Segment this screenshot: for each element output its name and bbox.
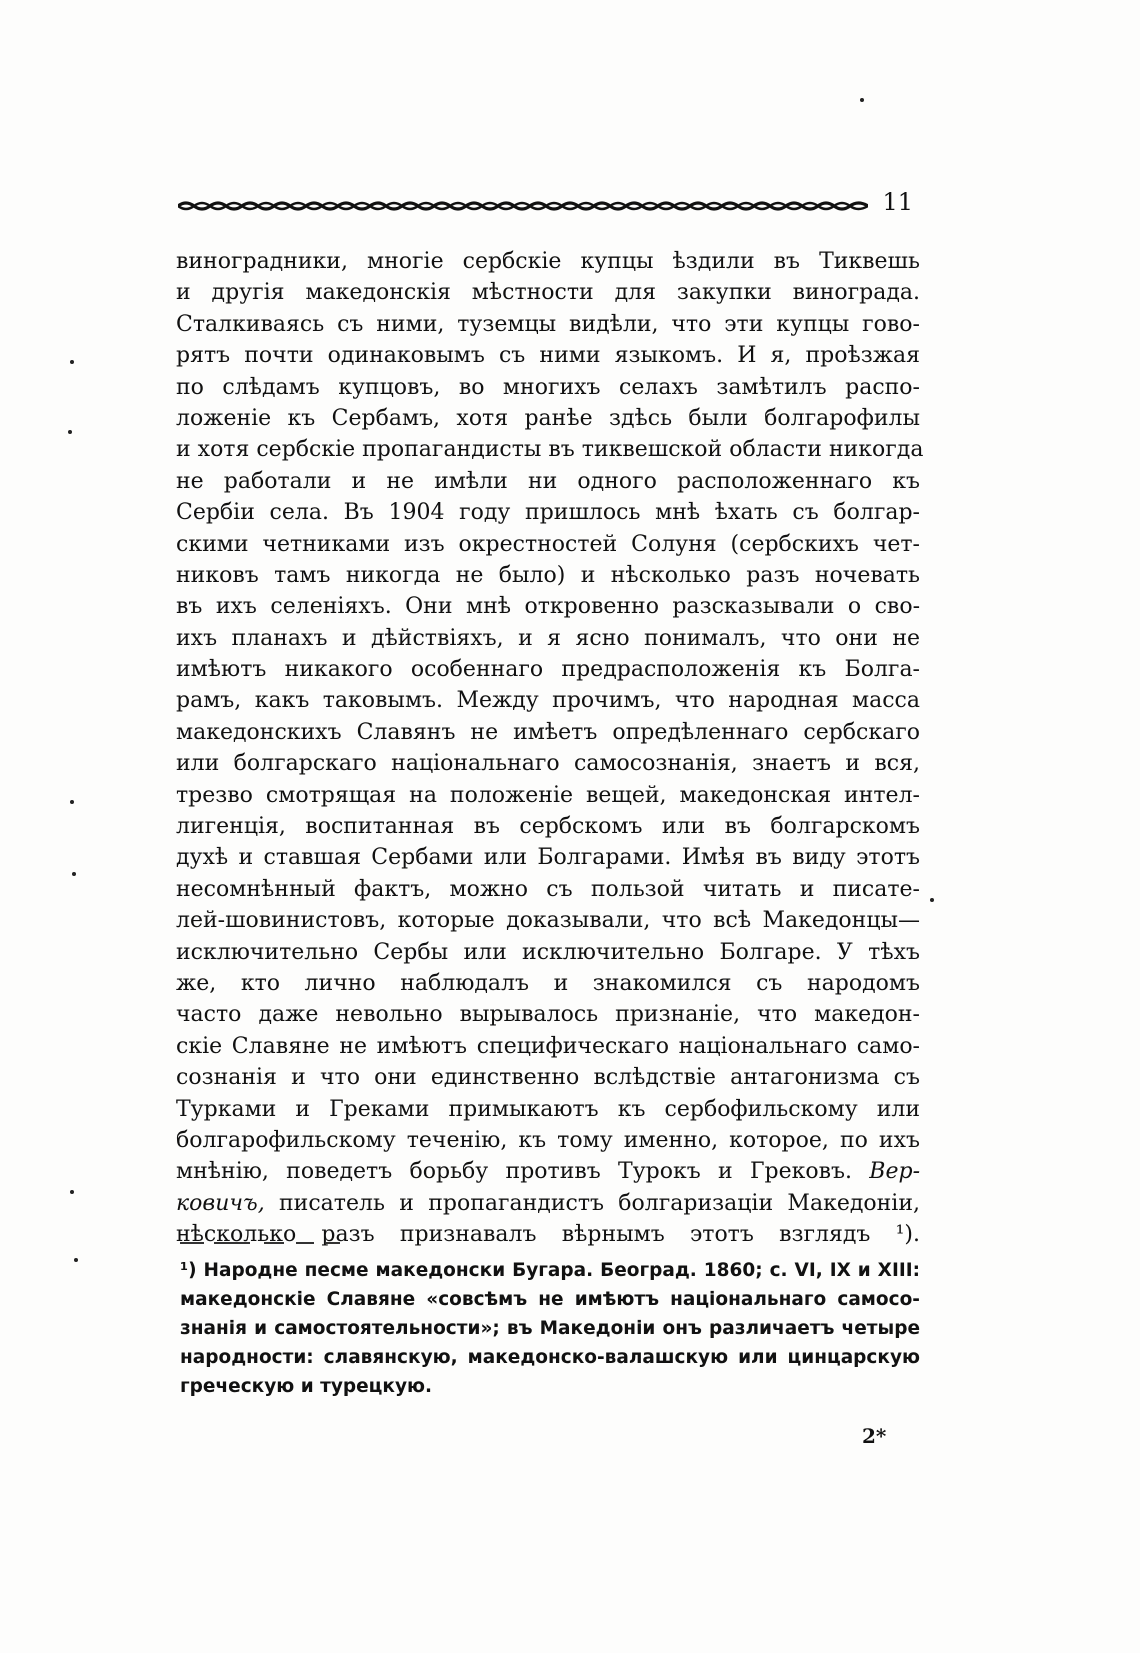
text-line: трезво смотрящая на положеніе вещей, македонская интел- bbox=[176, 782, 920, 808]
body-text bbox=[176, 246, 924, 1251]
footnote-line: греческую и турецкую. bbox=[180, 1376, 433, 1397]
text-line: скими четниками изъ окрестностей Солуня (сербскихъ чет- bbox=[176, 531, 920, 557]
printer-signature: 2* bbox=[862, 1424, 887, 1448]
text-line: несомнѣнный фактъ, можно съ пользой читать и писате- bbox=[176, 876, 920, 902]
text-line: же, кто лично наблюдалъ и знакомился съ народомъ bbox=[176, 970, 920, 996]
text-line: ихъ планахъ и дѣйствіяхъ, и я ясно понималъ, что они не bbox=[176, 625, 920, 651]
scan-speck bbox=[930, 898, 934, 902]
footnote-line: македонскіе Славяне «совсѣмъ не имѣютъ національнаго самосо- bbox=[180, 1289, 920, 1310]
italic-name-start: Вер- bbox=[869, 1159, 920, 1185]
text-line: въ ихъ селеніяхъ. Они мнѣ откровенно разсказывали о сво- bbox=[176, 594, 920, 620]
text-line: духѣ и ставшая Сербами или Болгарами. Имѣя въ виду этотъ bbox=[176, 845, 920, 871]
text-line: никовъ тамъ никогда не было) и нѣсколько разъ ночевать bbox=[176, 562, 920, 588]
scan-speck bbox=[68, 430, 72, 434]
text-line: нѣсколько разъ признавалъ вѣрнымъ этотъ взглядъ ¹). bbox=[176, 1222, 920, 1248]
scan-speck bbox=[860, 98, 864, 102]
footnote-line: знанія и самостоятельности»; въ Македоніи онъ различаетъ четыре bbox=[180, 1318, 920, 1339]
text-line: лей-шовинистовъ, которые доказывали, что всѣ Македонцы— bbox=[176, 908, 920, 934]
italic-name-end: ковичъ, bbox=[176, 1190, 265, 1216]
text-line: по слѣдамъ купцовъ, во многихъ селахъ замѣтилъ распо- bbox=[176, 374, 920, 400]
scan-speck bbox=[72, 872, 76, 876]
text-line: сознанія и что они единственно вслѣдствіе антагонизма съ bbox=[176, 1065, 920, 1091]
text-line: исключительно Сербы или исключительно Болгаре. У тѣхъ bbox=[176, 939, 920, 965]
text-line-with-italic bbox=[176, 1156, 920, 1187]
scan-speck bbox=[70, 1190, 74, 1194]
text-line: Турками и Греками примыкаютъ къ сербофильскому или bbox=[176, 1096, 920, 1122]
text-line: Сербіи села. Въ 1904 году пришлось мнѣ ѣхать съ болгар- bbox=[176, 500, 920, 526]
page-header bbox=[178, 188, 913, 220]
footnote-line: народности: славянскую, македонско-валашскую или цинцарскую bbox=[180, 1347, 920, 1368]
footnote-separator bbox=[180, 1241, 380, 1245]
text-line: скіе Славяне не имѣютъ специфическаго національнаго само- bbox=[176, 1033, 920, 1059]
text-line: или болгарскаго національнаго самосознанія, знаетъ и вся, bbox=[176, 751, 920, 777]
text-segment: писатель и пропагандистъ болгаризаціи Македоніи, bbox=[279, 1190, 920, 1216]
text-line: и другія македонскія мѣстности для закупки винограда. bbox=[176, 280, 920, 306]
text-line: ложеніе къ Сербамъ, хотя ранѣе здѣсь были болгарофилы bbox=[176, 405, 920, 431]
text-line: рятъ почти одинаковымъ съ ними языкомъ. И я, проѣзжая bbox=[176, 343, 920, 369]
text-line: македонскихъ Славянъ не имѣетъ опредѣленнаго сербскаго bbox=[176, 719, 920, 745]
text-line: лигенція, воспитанная въ сербскомъ или въ болгарскомъ bbox=[176, 814, 920, 840]
text-line: не работали и не имѣли ни одного расположеннаго къ bbox=[176, 468, 920, 494]
text-line: и хотя сербскіе пропагандисты въ тиквешской области никогда bbox=[176, 437, 924, 463]
text-line: виноградники, многіе сербскіе купцы ѣздили въ Тиквешь bbox=[176, 249, 920, 274]
text-line: болгарофильскому теченію, къ тому именно, которое, по ихъ bbox=[176, 1127, 920, 1153]
scan-speck bbox=[74, 1258, 78, 1262]
footnote-line: ¹) Народне песме македонски Бугара. Београд. 1860; с. VI, IX и XIII: bbox=[180, 1260, 920, 1281]
text-line: часто даже невольно вырывалось признаніе, что македон- bbox=[176, 1002, 920, 1028]
text-line: рамъ, какъ таковымъ. Между прочимъ, что народная масса bbox=[176, 688, 920, 714]
scan-speck bbox=[70, 800, 74, 804]
footnote bbox=[180, 1256, 920, 1401]
text-line: Сталкиваясь съ ними, туземцы видѣли, что эти купцы гово- bbox=[176, 311, 920, 337]
scan-speck bbox=[70, 360, 74, 364]
page-number: 11 bbox=[882, 188, 913, 216]
text-segment: мнѣнію, поведетъ борьбу противъ Турокъ и Грековъ. bbox=[176, 1159, 852, 1185]
ornament-rule bbox=[178, 200, 868, 212]
text-line: имѣютъ никакого особеннаго предрасположенія къ Болга- bbox=[176, 657, 920, 683]
text-line-with-italic bbox=[176, 1188, 920, 1219]
